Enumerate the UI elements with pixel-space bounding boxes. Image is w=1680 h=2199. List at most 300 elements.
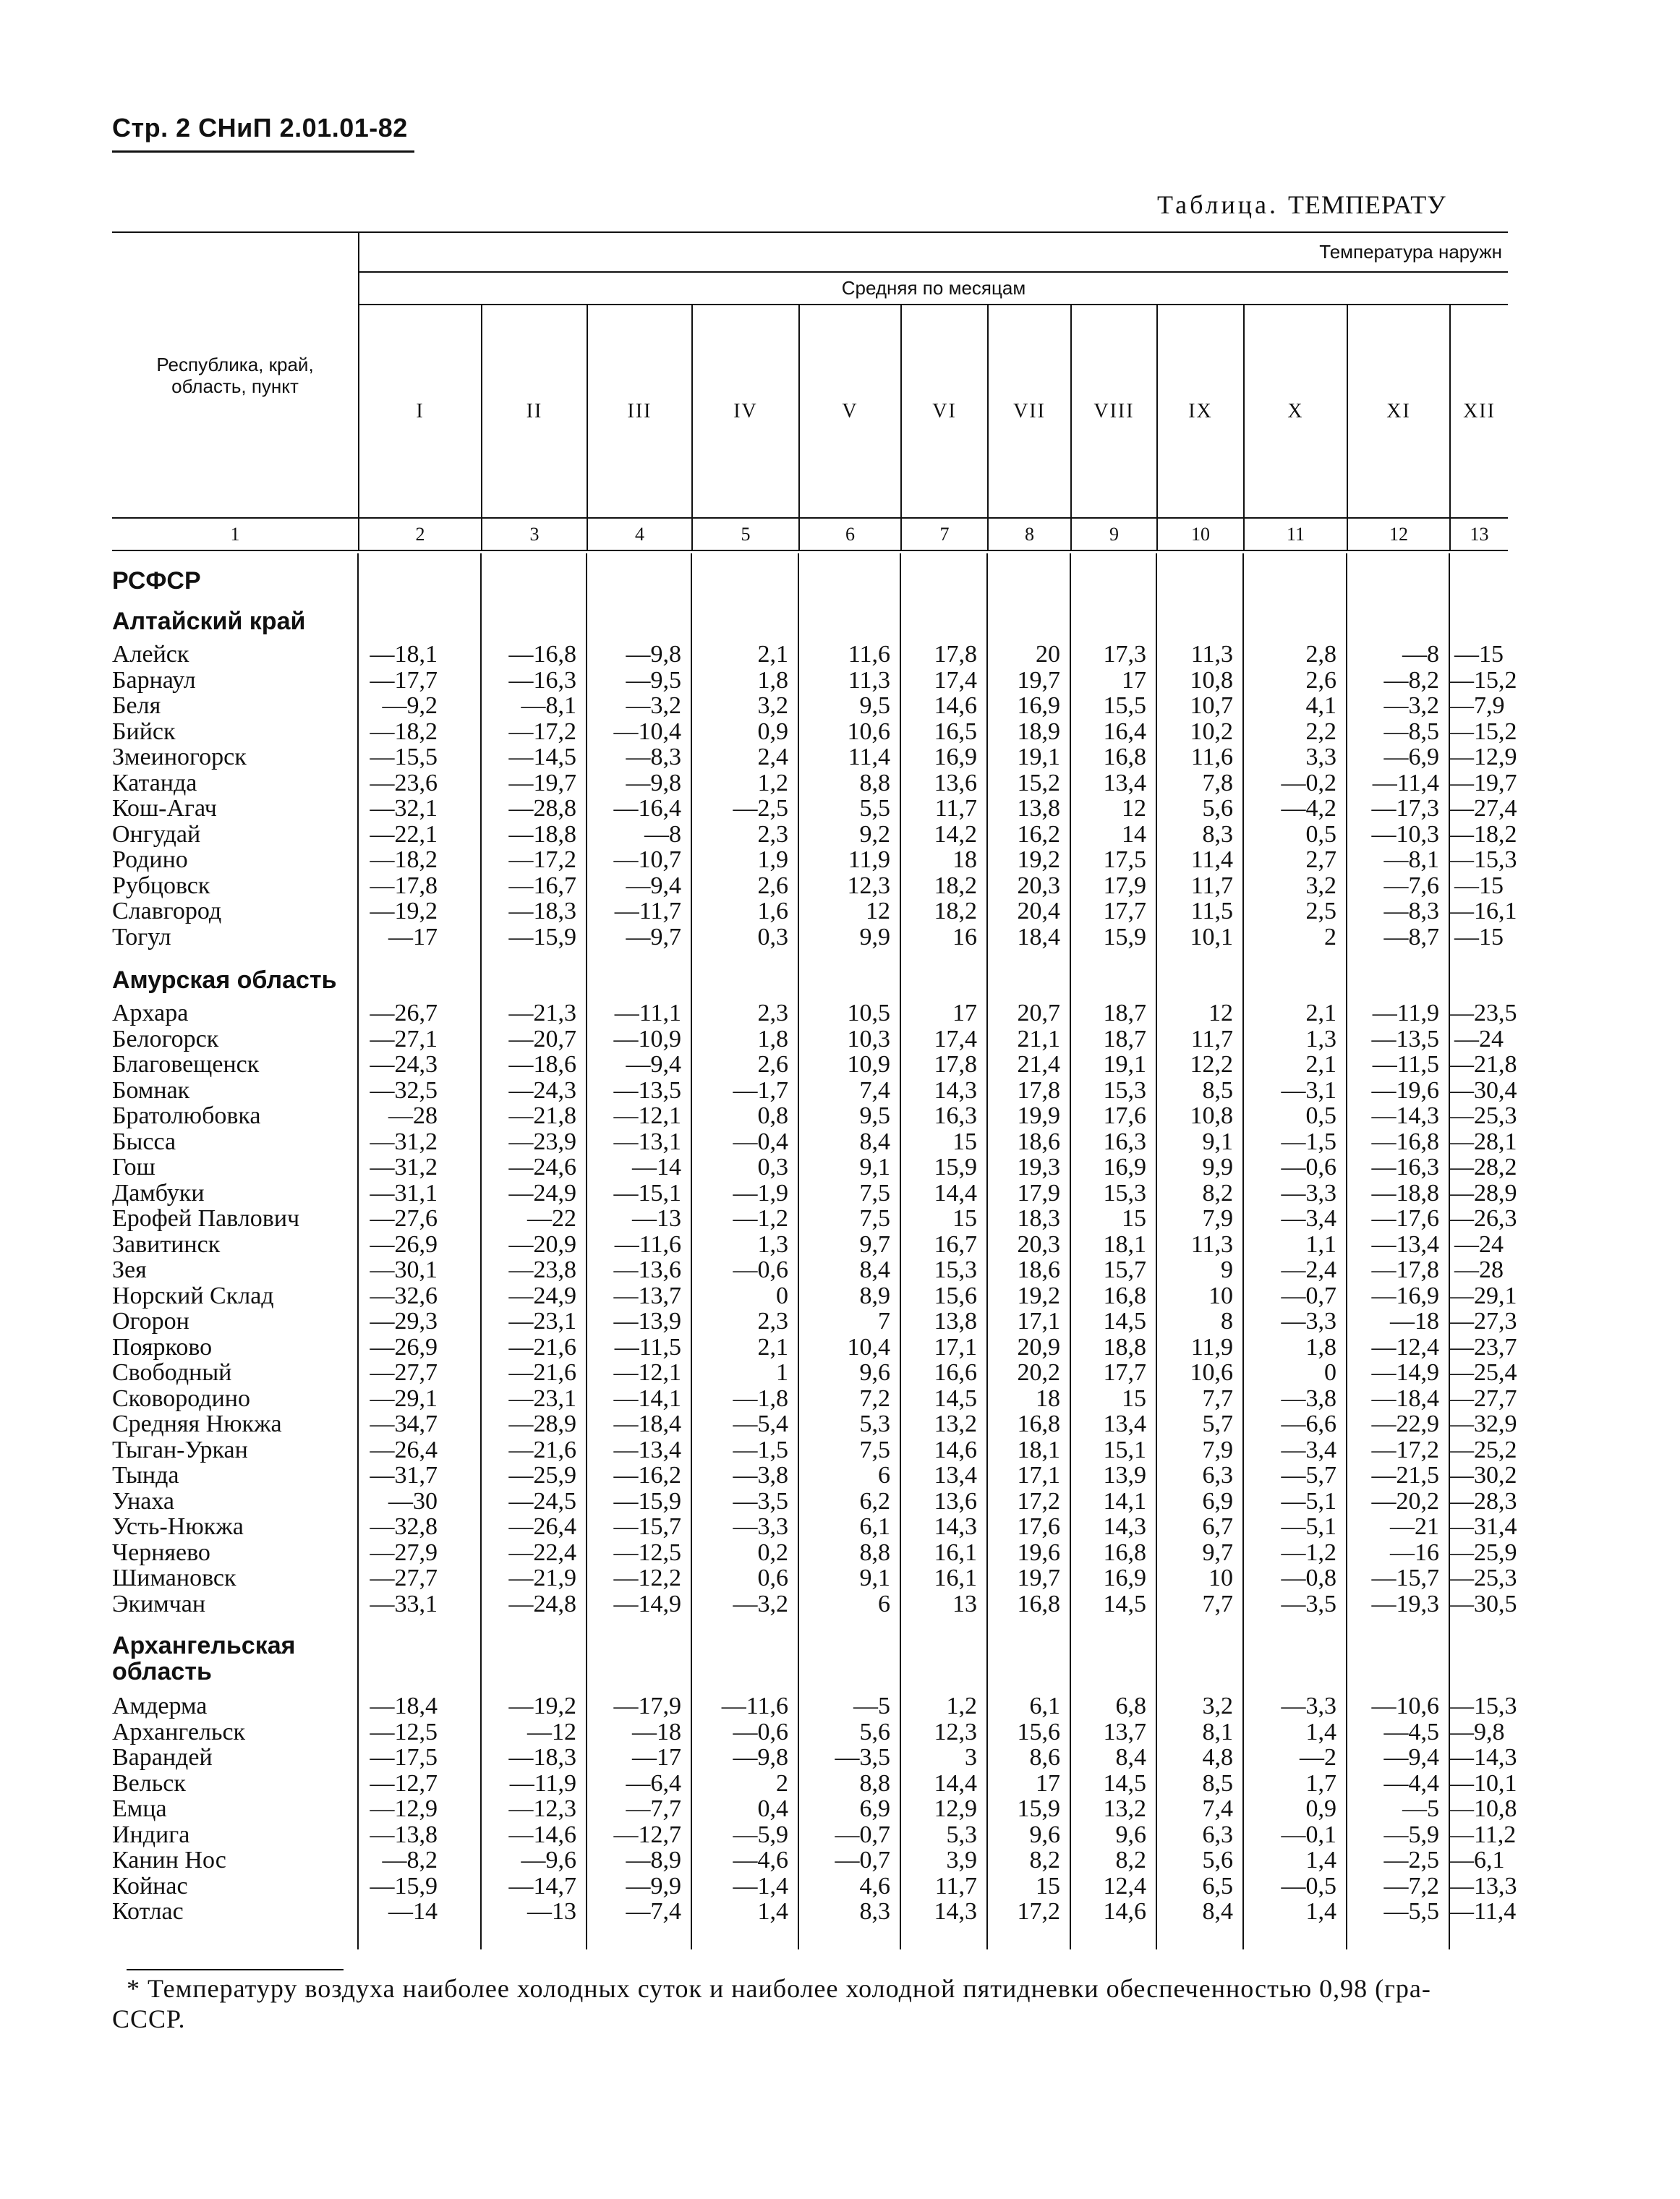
temperature-cell: 15 <box>952 1205 977 1232</box>
temperature-cell: 3,2 <box>1305 872 1336 899</box>
temperature-cell: —27,3 <box>1449 1308 1517 1335</box>
temperature-cell: 13,4 <box>1103 1411 1146 1437</box>
temperature-cell: —21,6 <box>508 1359 576 1386</box>
temperature-cell: 11,7 <box>1190 1025 1233 1052</box>
temperature-cell: 3,9 <box>946 1847 977 1873</box>
temperature-cell: —2,4 <box>1281 1256 1336 1283</box>
temperature-cell: 10,7 <box>1190 692 1233 719</box>
temperature-cell: —27,7 <box>1449 1385 1517 1412</box>
temperature-cell: —14 <box>388 1898 438 1925</box>
temperature-cell: 16,8 <box>1103 1539 1146 1566</box>
temperature-cell: —17,2 <box>508 846 576 873</box>
temperature-cell: 13,7 <box>1103 1718 1146 1745</box>
temperature-cell: 6,2 <box>859 1487 890 1515</box>
temperature-cell: 8,4 <box>859 1128 890 1155</box>
station-name: Змеиногорск <box>112 744 247 770</box>
temperature-cell: —13 <box>527 1898 576 1925</box>
temperature-cell: 10 <box>1208 1282 1233 1309</box>
station-name: Алейск <box>112 641 189 668</box>
temperature-cell: 21,4 <box>1017 1051 1060 1078</box>
month-header: II <box>481 305 587 519</box>
temperature-cell: 6,1 <box>859 1513 890 1540</box>
temperature-cell: 2,3 <box>757 1308 788 1335</box>
column-number: 13 <box>1449 519 1508 551</box>
temperature-cell: —5,7 <box>1281 1462 1336 1489</box>
temperature-cell: —10,8 <box>1449 1795 1517 1822</box>
column-number: 11 <box>1243 519 1347 551</box>
temperature-cell: —23,9 <box>508 1128 576 1155</box>
temperature-cell: 16,5 <box>934 718 977 745</box>
temperature-cell: 0,4 <box>757 1795 788 1822</box>
temperature-cell: —7,2 <box>1383 1872 1439 1900</box>
temperature-cell: —32,5 <box>370 1076 438 1104</box>
temperature-cell: 16,8 <box>1017 1411 1060 1437</box>
group-header-temperature: Температура наружн <box>358 233 1508 273</box>
temperature-cell: 19,2 <box>1017 846 1060 873</box>
region-heading: Алтайский край <box>112 608 306 635</box>
table-row <box>112 1821 1517 1848</box>
temperature-cell: 5,6 <box>1202 795 1233 822</box>
temperature-cell: 3,3 <box>1305 744 1336 770</box>
table-row <box>112 1513 1517 1540</box>
temperature-cell: 2,1 <box>1305 1051 1336 1078</box>
temperature-cell: 4,6 <box>859 1872 890 1900</box>
temperature-cell: 16,1 <box>934 1539 977 1566</box>
temperature-cell: 14,4 <box>934 1769 977 1797</box>
table-row <box>112 1051 1517 1078</box>
temperature-cell: 9,7 <box>859 1230 890 1258</box>
station-name: Котлас <box>112 1898 184 1925</box>
station-name: Благовещенск <box>112 1051 260 1078</box>
region-heading: Амурская область <box>112 966 337 994</box>
temperature-cell: 10,8 <box>1190 1102 1233 1129</box>
temperature-cell: 9,1 <box>859 1154 890 1181</box>
temperature-cell: 6,3 <box>1202 1821 1233 1848</box>
temperature-cell: —9,2 <box>382 692 438 719</box>
temperature-cell: —13,7 <box>613 1282 681 1309</box>
temperature-cell: 1 <box>776 1359 788 1386</box>
temperature-cell: —1,5 <box>733 1436 788 1463</box>
temperature-cell: —12,3 <box>508 1795 576 1822</box>
station-name: Завитинск <box>112 1230 221 1258</box>
month-header: VI <box>900 305 987 519</box>
temperature-cell: 9 <box>1221 1256 1233 1283</box>
temperature-cell: —29,3 <box>370 1308 438 1335</box>
temperature-cell: 8,4 <box>1115 1744 1146 1771</box>
temperature-cell: 2,3 <box>757 820 788 848</box>
temperature-cell: —23,7 <box>1449 1333 1517 1361</box>
temperature-cell: 19,1 <box>1103 1051 1146 1078</box>
temperature-cell: 20,3 <box>1017 1230 1060 1258</box>
temperature-cell: —25,9 <box>1449 1539 1517 1566</box>
temperature-cell: 7,9 <box>1202 1205 1233 1232</box>
temperature-cell: —10,4 <box>613 718 681 745</box>
temperature-cell: —3,5 <box>1281 1590 1336 1617</box>
temperature-cell: —0,6 <box>733 1718 788 1745</box>
temperature-cell: —1,2 <box>1281 1539 1336 1566</box>
page-header: Стр. 2 СНиП 2.01.01-82 <box>112 113 408 143</box>
temperature-cell: 9,1 <box>1202 1128 1233 1155</box>
temperature-cell: —24,9 <box>508 1179 576 1207</box>
temperature-cell: —1,9 <box>733 1179 788 1207</box>
temperature-cell: —12,1 <box>613 1102 681 1129</box>
temperature-cell: —5 <box>1402 1795 1439 1822</box>
temperature-cell: 0,2 <box>757 1539 788 1566</box>
temperature-cell: —14,5 <box>508 744 576 770</box>
temperature-cell: —11,4 <box>1372 769 1439 796</box>
temperature-cell: 13,4 <box>934 1462 977 1489</box>
temperature-cell: —17,8 <box>370 872 438 899</box>
temperature-cell: 15,6 <box>934 1282 977 1309</box>
temperature-cell: —11,9 <box>1372 1000 1439 1026</box>
table-row <box>112 1257 1508 1283</box>
temperature-cell: 1,4 <box>757 1898 788 1925</box>
station-name: Белогорск <box>112 1025 219 1052</box>
station-name: Онгудай <box>112 820 201 848</box>
temperature-cell: —18 <box>632 1718 681 1745</box>
temperature-cell: 11,9 <box>848 846 890 873</box>
temperature-cell: —14,7 <box>508 1872 576 1900</box>
temperature-cell: 10,6 <box>847 718 890 745</box>
temperature-cell: 2,6 <box>1305 666 1336 694</box>
station-name: Шимановск <box>112 1565 236 1591</box>
temperature-cell: 11,6 <box>848 641 890 668</box>
stub-header: Республика, край, область, пункт <box>112 233 358 519</box>
temperature-cell: 1,6 <box>757 898 788 924</box>
temperature-cell: —12,2 <box>613 1565 681 1591</box>
temperature-cell: —8 <box>644 820 681 848</box>
temperature-cell: 5,3 <box>946 1821 977 1848</box>
temperature-cell: —9,4 <box>1383 1744 1439 1771</box>
temperature-cell: —24 <box>1454 1230 1504 1258</box>
section-gap <box>112 1925 1508 1935</box>
temperature-cell: —5,9 <box>733 1821 788 1848</box>
temperature-cell: 5,7 <box>1202 1411 1233 1437</box>
temperature-cell: —30,4 <box>1449 1076 1517 1104</box>
table-row <box>112 642 1508 668</box>
temperature-cell: —25,9 <box>508 1462 576 1489</box>
temperature-cell: —13,1 <box>613 1128 681 1155</box>
temperature-cell: —25,3 <box>1449 1102 1517 1129</box>
temperature-cell: 0 <box>1324 1359 1336 1386</box>
temperature-cell: —5,1 <box>1281 1487 1336 1515</box>
temperature-cell: 10,1 <box>1190 923 1233 950</box>
temperature-cell: 11,3 <box>1190 641 1233 668</box>
temperature-cell: 15 <box>1122 1385 1146 1412</box>
station-name: Катанда <box>112 769 197 796</box>
temperature-cell: —26,4 <box>370 1436 438 1463</box>
temperature-cell: —27,9 <box>370 1539 438 1566</box>
temperature-cell: —15,1 <box>613 1179 681 1207</box>
temperature-cell: —15,9 <box>370 1872 438 1900</box>
temperature-cell: —8 <box>1402 641 1439 668</box>
table-row <box>112 1719 1508 1745</box>
temperature-cell: 17,7 <box>1103 898 1146 924</box>
temperature-cell: 0,5 <box>1305 820 1336 848</box>
station-name: Норский Склад <box>112 1282 274 1309</box>
temperature-cell: 0,8 <box>757 1102 788 1129</box>
temperature-cell: —25,2 <box>1449 1436 1517 1463</box>
temperature-cell: 8,5 <box>1202 1769 1233 1797</box>
temperature-cell: 16,9 <box>934 744 977 770</box>
temperature-cell: 9,1 <box>859 1565 890 1591</box>
table-row <box>112 924 1508 950</box>
temperature-cell: 8,9 <box>859 1282 890 1309</box>
temperature-cell: —16,8 <box>1371 1128 1439 1155</box>
temperature-cell: —15 <box>1454 872 1504 899</box>
temperature-cell: 19,2 <box>1017 1282 1060 1309</box>
temperature-cell: 1,8 <box>1305 1333 1336 1361</box>
temperature-cell: —0,7 <box>835 1847 890 1873</box>
temperature-cell: 19,7 <box>1017 1565 1060 1591</box>
temperature-cell: 9,9 <box>1202 1154 1233 1181</box>
column-number: 2 <box>358 519 481 551</box>
temperature-cell: 13,2 <box>1103 1795 1146 1822</box>
temperature-cell: —29,1 <box>1449 1282 1517 1309</box>
temperature-cell: 16,1 <box>934 1565 977 1591</box>
temperature-cell: —18,2 <box>1449 820 1517 848</box>
temperature-cell: —7,6 <box>1383 872 1439 899</box>
temperature-cell: —12,7 <box>370 1769 438 1797</box>
temperature-cell: —8,3 <box>626 744 681 770</box>
temperature-cell: 1,3 <box>757 1230 788 1258</box>
temperature-cell: —19,2 <box>370 898 438 924</box>
temperature-cell: —15,7 <box>613 1513 681 1540</box>
temperature-cell: —17,3 <box>1371 795 1439 822</box>
temperature-cell: 17,6 <box>1017 1513 1060 1540</box>
temperature-cell: —5,9 <box>1383 1821 1439 1848</box>
temperature-cell: 15,2 <box>1017 769 1060 796</box>
temperature-cell: —16,1 <box>1449 898 1517 924</box>
temperature-cell: —30,2 <box>1449 1462 1517 1489</box>
temperature-cell: 2,1 <box>1305 1000 1336 1026</box>
temperature-cell: 10,2 <box>1190 718 1233 745</box>
temperature-cell: —9,6 <box>521 1847 576 1873</box>
table-row <box>112 1026 1508 1052</box>
station-name: Индига <box>112 1821 190 1848</box>
temperature-cell: —31,2 <box>370 1154 438 1181</box>
month-header: IX <box>1156 305 1243 519</box>
temperature-cell: 8,4 <box>859 1256 890 1283</box>
temperature-cell: —19,2 <box>508 1693 576 1719</box>
temperature-cell: —16,4 <box>613 795 681 822</box>
station-name: Экимчан <box>112 1590 206 1617</box>
temperature-cell: —32,9 <box>1449 1411 1517 1437</box>
temperature-cell: —23,6 <box>370 769 438 796</box>
temperature-cell: 7,7 <box>1202 1590 1233 1617</box>
temperature-cell: 1,3 <box>1305 1025 1336 1052</box>
temperature-cell: —32,8 <box>370 1513 438 1540</box>
table-row <box>112 1128 1517 1155</box>
temperature-cell: —13,4 <box>613 1436 681 1463</box>
temperature-cell: 18,3 <box>1017 1205 1060 1232</box>
temperature-cell: —27,7 <box>370 1359 438 1386</box>
temperature-cell: —17 <box>388 923 438 950</box>
temperature-cell: 16,3 <box>1103 1128 1146 1155</box>
temperature-cell: 8,8 <box>859 1539 890 1566</box>
temperature-cell: 18,7 <box>1103 1000 1146 1026</box>
temperature-cell: —3,8 <box>1281 1385 1336 1412</box>
temperature-cell: 13 <box>952 1590 977 1617</box>
temperature-cell: —4,2 <box>1281 795 1336 822</box>
temperature-cell: 13,8 <box>1017 795 1060 822</box>
temperature-cell: 8,3 <box>859 1898 890 1925</box>
temperature-cell: —26,4 <box>508 1513 576 1540</box>
temperature-cell: 16 <box>952 923 977 950</box>
temperature-cell: 6,9 <box>1202 1487 1233 1515</box>
temperature-cell: 17 <box>1122 666 1146 694</box>
temperature-cell: —12,9 <box>370 1795 438 1822</box>
table-row <box>112 1205 1517 1232</box>
temperature-cell: 15,3 <box>1103 1179 1146 1207</box>
station-name: Вельск <box>112 1769 186 1797</box>
temperature-cell: —30 <box>388 1487 438 1515</box>
temperature-cell: 9,7 <box>1202 1539 1233 1566</box>
temperature-cell: 0,5 <box>1305 1102 1336 1129</box>
temperature-cell: 17,8 <box>1017 1076 1060 1104</box>
station-name: Бысса <box>112 1128 176 1155</box>
temperature-cell: —9,8 <box>733 1744 788 1771</box>
table-row <box>112 1154 1517 1181</box>
temperature-cell: 12,3 <box>934 1718 977 1745</box>
temperature-cell: 12 <box>866 898 890 924</box>
temperature-cell: —7,9 <box>1449 692 1505 719</box>
temperature-cell: 9,9 <box>859 923 890 950</box>
temperature-cell: 16,8 <box>1103 744 1146 770</box>
table-row <box>112 846 1517 873</box>
temperature-cell: 10,9 <box>847 1051 890 1078</box>
table-row <box>112 1744 1517 1771</box>
temperature-cell: 15,7 <box>1103 1256 1146 1283</box>
temperature-cell: 18,9 <box>1017 718 1060 745</box>
temperature-cell: —12 <box>527 1718 576 1745</box>
temperature-cell: —4,4 <box>1383 1769 1439 1797</box>
temperature-cell: —28 <box>388 1102 438 1129</box>
station-name: Родино <box>112 846 188 873</box>
temperature-cell: —24,3 <box>370 1051 438 1078</box>
temperature-cell: 19,6 <box>1017 1539 1060 1566</box>
temperature-cell: —0,5 <box>1281 1872 1336 1900</box>
group-header-monthly-mean: Средняя по месяцам <box>358 273 1508 305</box>
column-number: 10 <box>1156 519 1243 551</box>
month-header: XI <box>1347 305 1449 519</box>
table-row <box>112 1333 1517 1361</box>
temperature-cell: 17,8 <box>934 1051 977 1078</box>
temperature-cell: 14,6 <box>934 1436 977 1463</box>
table-row <box>112 898 1517 924</box>
temperature-cell: —11,6 <box>721 1693 788 1719</box>
table-row <box>112 666 1517 694</box>
temperature-cell: 17,5 <box>1103 846 1146 873</box>
temperature-cell: —3,4 <box>1281 1205 1336 1232</box>
temperature-cell: —3,3 <box>1281 1179 1336 1207</box>
temperature-cell: 20,3 <box>1017 872 1060 899</box>
temperature-cell: —9,5 <box>626 666 681 694</box>
station-name: Бомнак <box>112 1076 190 1104</box>
temperature-cell: 2,7 <box>1305 846 1336 873</box>
table-row <box>112 1232 1508 1258</box>
column-number: 6 <box>798 519 900 551</box>
temperature-cell: 18 <box>1036 1385 1060 1412</box>
temperature-cell: —30,1 <box>370 1256 438 1283</box>
station-name: Свободный <box>112 1359 232 1386</box>
temperature-cell: —17,7 <box>370 666 438 694</box>
temperature-cell: 7,4 <box>859 1076 890 1104</box>
table-title-caps: ТЕМПЕРАТУ <box>1287 190 1446 219</box>
temperature-cell: —17,9 <box>613 1693 681 1719</box>
temperature-cell: 2,1 <box>757 1333 788 1361</box>
temperature-cell: 14,5 <box>1103 1590 1146 1617</box>
station-name: Зея <box>112 1256 147 1283</box>
temperature-cell: —7,4 <box>626 1898 681 1925</box>
temperature-cell: 19,3 <box>1017 1154 1060 1181</box>
temperature-cell: —1,2 <box>733 1205 788 1232</box>
station-name: Сковородино <box>112 1385 251 1412</box>
temperature-cell: —29,1 <box>370 1385 438 1412</box>
temperature-cell: —10,7 <box>613 846 681 873</box>
section-gap <box>112 1617 1508 1627</box>
temperature-cell: —0,1 <box>1281 1821 1336 1848</box>
temperature-cell: —3,5 <box>835 1744 890 1771</box>
temperature-cell: —17,6 <box>1371 1205 1439 1232</box>
temperature-cell: —15 <box>1454 923 1504 950</box>
temperature-cell: —0,8 <box>1281 1565 1336 1591</box>
temperature-cell: 1,2 <box>946 1693 977 1719</box>
station-name: Беля <box>112 692 161 719</box>
table-row <box>112 1769 1517 1797</box>
temperature-cell: —28,1 <box>1449 1128 1517 1155</box>
temperature-cell: 17,8 <box>934 641 977 668</box>
temperature-cell: —18,8 <box>508 820 576 848</box>
temperature-cell: —17,5 <box>370 1744 438 1771</box>
month-header: X <box>1243 305 1347 519</box>
temperature-cell: 5,5 <box>859 795 890 822</box>
temperature-cell: 17,4 <box>934 1025 977 1052</box>
temperature-cell: 15,9 <box>934 1154 977 1181</box>
temperature-cell: —21,5 <box>1371 1462 1439 1489</box>
temperature-cell: —24,8 <box>508 1590 576 1617</box>
month-header: VIII <box>1070 305 1156 519</box>
temperature-cell: —10,1 <box>1449 1769 1517 1797</box>
temperature-cell: —3,3 <box>1281 1693 1336 1719</box>
temperature-cell: 13,4 <box>1103 769 1146 796</box>
header-rule <box>112 150 414 153</box>
station-name: Огорон <box>112 1308 189 1335</box>
temperature-cell: 1,8 <box>757 666 788 694</box>
temperature-cell: 4,8 <box>1202 1744 1233 1771</box>
temperature-cell: 9,6 <box>859 1359 890 1386</box>
temperature-cell: —17,2 <box>1371 1436 1439 1463</box>
temperature-cell: 18,7 <box>1103 1025 1146 1052</box>
temperature-cell: 15,9 <box>1103 923 1146 950</box>
temperature-cell: —13,8 <box>370 1821 438 1848</box>
temperature-cell: —24,6 <box>508 1154 576 1181</box>
temperature-cell: 2,6 <box>757 1051 788 1078</box>
temperature-cell: —1,7 <box>733 1076 788 1104</box>
temperature-cell: 20,2 <box>1017 1359 1060 1386</box>
temperature-cell: —12,4 <box>1371 1333 1439 1361</box>
temperature-cell: 19,9 <box>1017 1102 1060 1129</box>
temperature-cell: —21,3 <box>508 1000 576 1026</box>
temperature-cell: —21,6 <box>508 1436 576 1463</box>
month-header: VII <box>987 305 1070 519</box>
table-row <box>112 1385 1517 1412</box>
temperature-cell: —3,1 <box>1281 1076 1336 1104</box>
temperature-cell: —21,9 <box>508 1565 576 1591</box>
column-number: 1 <box>112 519 358 551</box>
column-number: 12 <box>1347 519 1449 551</box>
temperature-cell: 2,3 <box>757 1000 788 1026</box>
